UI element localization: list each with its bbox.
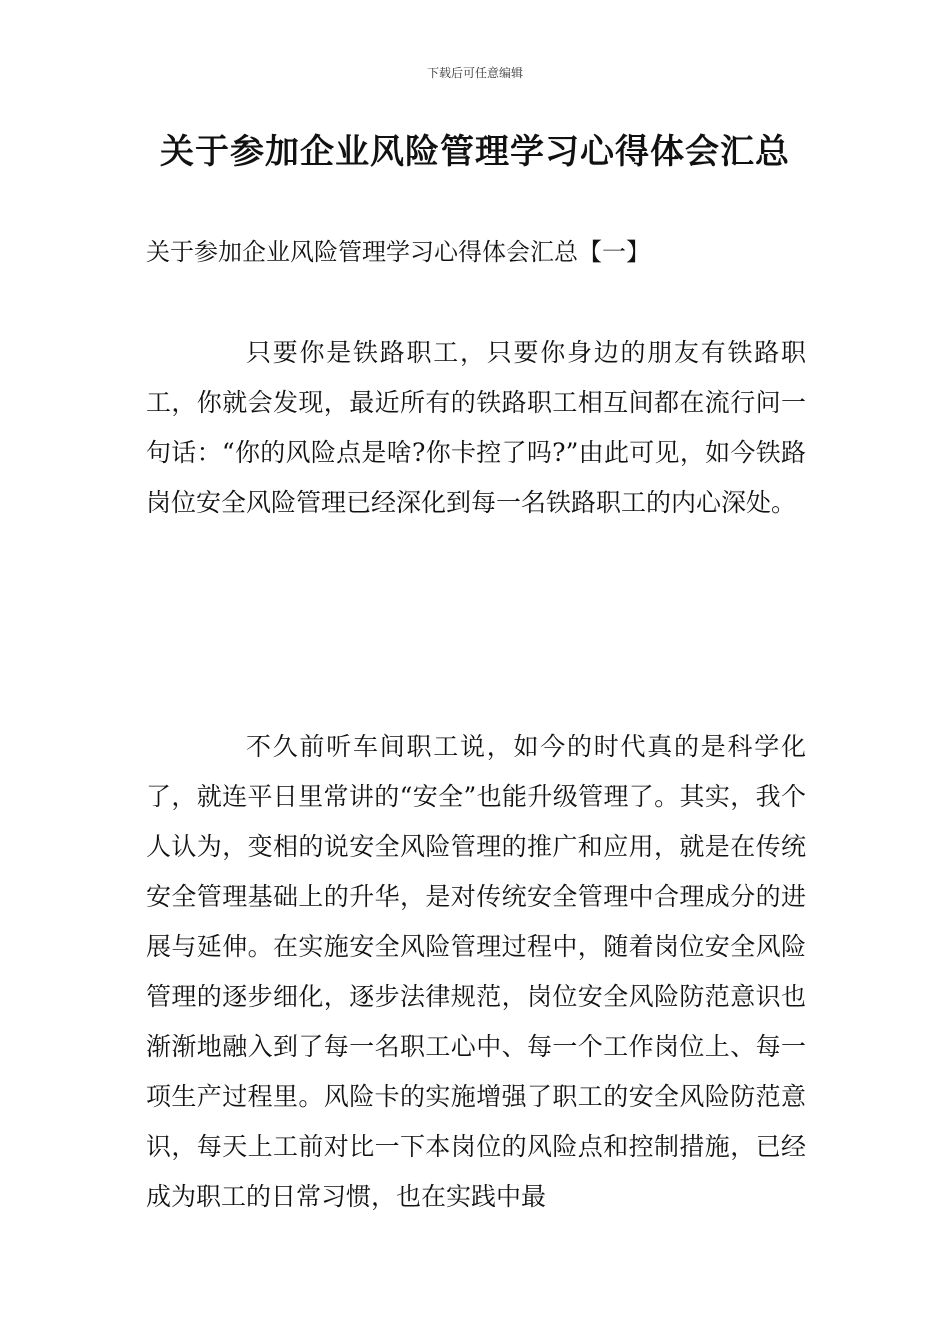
section-heading: 关于参加企业风险管理学习心得体会汇总【一】 xyxy=(146,238,650,266)
body-paragraph-1: 只要你是铁路职工，只要你身边的朋友有铁路职工，你就会发现，最近所有的铁路职工相互间都在流行问一句话：“你的风险点是啥?你卡控了吗?”由此可见，如今铁路岗位安全风险管理已经深化到每一名铁路职工的内心深处。 xyxy=(146,338,806,517)
body-paragraph-2: 不久前听车间职工说，如今的时代真的是科学化了，就连平日里常讲的“安全”也能升级管理了。其实，我个人认为，变相的说安全风险管理的推广和应用，就是在传统安全管理基础上的升华，是对传统安全管理中合理成分的进展与延伸。在实施安全风险管理过程中，随着岗位安全风险管理的逐步细化，逐步法律规范，岗位安全风险防范意识也渐渐地融入到了每一名职工心中、每一个工作岗位上、每一项生产过程里。风险卡的实施增强了职工的安全风险防范意识，每天上工前对比一下本岗位的风险点和控制措施，已经成为职工的日常习惯，也在实践中最 xyxy=(146,732,806,1211)
document-title: 关于参加企业风险管理学习心得体会汇总 xyxy=(160,132,790,172)
page-header-note: 下载后可任意编辑 xyxy=(426,66,523,80)
